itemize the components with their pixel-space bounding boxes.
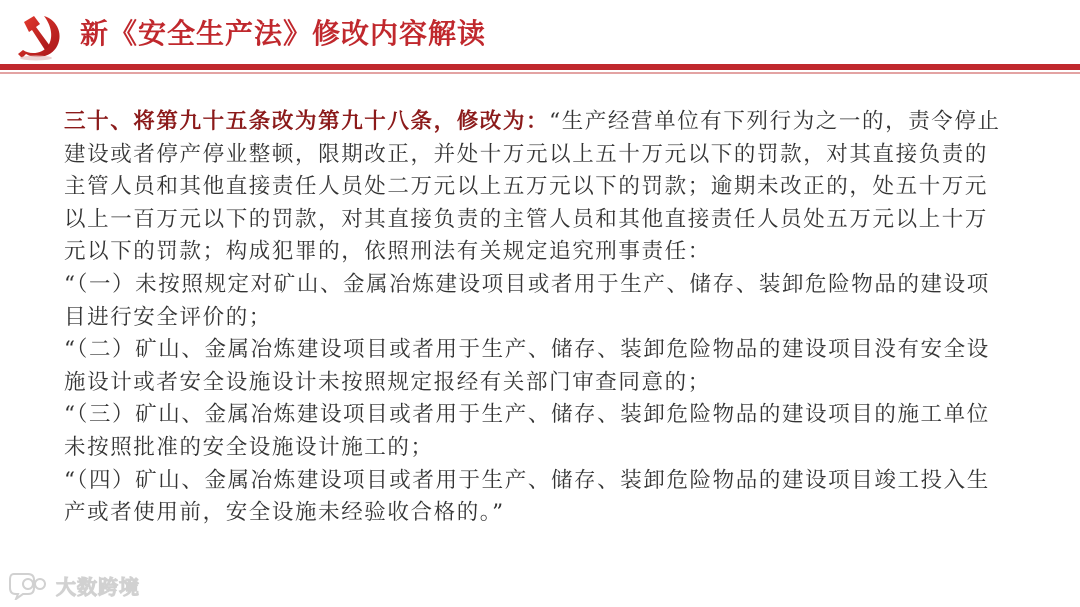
article-body (64, 106, 1010, 530)
watermark-text: 大数跨境 (56, 574, 140, 599)
list-item: “（一）未按照规定对矿山、金属冶炼建设项目或者用于生产、储存、装卸危险物品的建设项目进行安全评价的； (64, 271, 990, 330)
header-divider-thin (0, 72, 1080, 74)
slide-header (0, 0, 1080, 70)
list-item: “（三）矿山、金属冶炼建设项目或者用于生产、储存、装卸危险物品的建设项目的施工单位未按照批准的安全设施设计施工的； (64, 402, 990, 460)
list-item: “（四）矿山、金属冶炼建设项目或者用于生产、储存、装卸危险物品的建设项目竣工投入生产或者使用前，安全设施未经验收合格的。” (64, 467, 990, 526)
list-item: “（二）矿山、金属冶炼建设项目或者用于生产、储存、装卸危险物品的建设项目没有安全设施设计或者安全设施设计未按照规定报经有关部门审查同意的； (64, 337, 990, 395)
amendment-heading: 三十、将第九十五条改为第九十八条，修改为： (64, 109, 550, 134)
intro-paragraph (64, 106, 1010, 269)
amendment-text: “生产经营单位有下列行为之一的，责令停止建设或者停产停业整顿，限期改正，并处十万元以上五十万元以下的罚款，对其直接负责的主管人员和其他直接责任人员处二万元以上五万元以下的罚款；逾期未改正的，处五十万元以上一百万元以下的罚款，对其直接负责的主管人员和其他直接责任人员处五万元以上十万元以下的罚款；构成犯罪的，依照刑法有关规定追究刑事责任： (64, 109, 1001, 265)
header-divider (0, 64, 1080, 70)
slide-title: 新《安全生产法》修改内容解读 (80, 17, 487, 50)
watermark (8, 570, 140, 600)
chat-bubble-logo-icon (8, 570, 50, 600)
party-emblem-icon (14, 10, 66, 62)
